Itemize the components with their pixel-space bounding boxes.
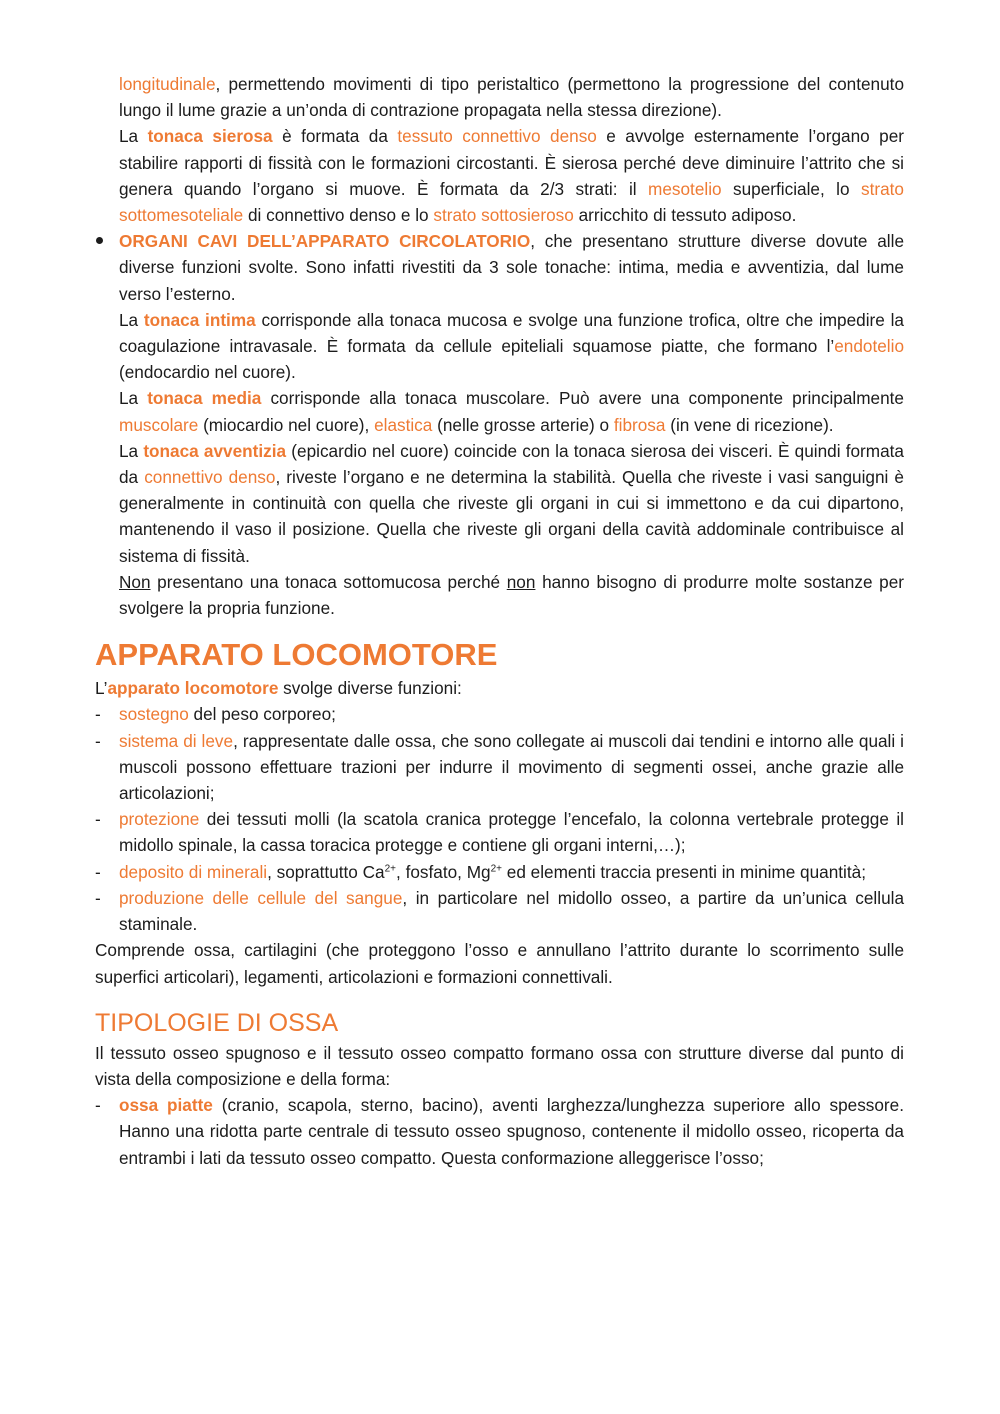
paragraph-ossa-intro: Il tessuto osseo spugnoso e il tessuto osseo compatto formano ossa con strutture diverse dal punto di vista della composizione e della forma: <box>95 1042 904 1089</box>
term-tonaca-intima: tonaca intima <box>143 309 256 330</box>
term-endotelio: endotelio <box>834 336 904 357</box>
term-muscolare: muscolare <box>119 414 199 435</box>
list-item-protezione: - protezione dei tessuti molli (la scatola cranica protegge l’encefalo, la colonna vertebrale protegge il midollo spinale, la cassa toracica protegge e contiene gli organi interni,…); <box>0 806 1000 858</box>
list-item-sostegno: - sostegno del peso corporeo; <box>0 701 1000 727</box>
term-tonaca-media: tonaca media <box>147 388 262 409</box>
term-deposito-di-minerali: deposito di minerali <box>119 861 268 882</box>
term-tonaca-avventizia: tonaca avventizia <box>143 440 287 461</box>
underlined-non: Non <box>119 571 151 592</box>
paragraph-no-sottomucosa: Non presentano una tonaca sottomucosa perché non hanno bisogno di produrre molte sostanze per svolgere la propria funzione. <box>119 571 904 619</box>
list-item-ossa-piatte: - ossa piatte (cranio, scapola, sterno, bacino), aventi larghezza/lunghezza superiore allo spessore. Hanno una ridotta parte centrale di tessuto osseo spugnoso, contenente il midollo osseo, ricoperta da entrambi i lati da tessuto osseo compatto. Questa conformazione alleggerisce l’osso; <box>0 1092 1000 1171</box>
term-tonaca-sierosa: tonaca sierosa <box>147 126 273 147</box>
paragraph-locomotore-outro: Comprende ossa, cartilagini (che proteggono l’osso e annullano l’attrito durante lo scorrimento sulle superfici articolari), legamenti, articolazioni e formazioni connettivali. <box>95 940 904 987</box>
list-item-deposito-minerali: - deposito di minerali, soprattutto $Ca^{2+}$, fosfato, $Mg^{2+}$ ed elementi traccia presenti in minime quantità; <box>0 859 1000 885</box>
paragraph-muscolare-continuation: longitudinale, permettendo movimenti di tipo peristaltico (permettono la progressione del contenuto lungo il lume grazie a un’onda di contrazione propagata nella stessa direzione). <box>119 74 904 121</box>
superscript-charge: 2+ <box>384 862 397 874</box>
dash-marker: - <box>95 730 101 751</box>
term-tessuto-connettivo-denso: tessuto connettivo denso <box>397 126 597 147</box>
dash-marker: - <box>95 861 101 882</box>
list-item-produzione-cellule: - produzione delle cellule del sangue, in particolare nel midollo osseo, a partire da un’unica cellula staminale. <box>0 885 1000 937</box>
paragraph-tonaca-media: La tonaca media corrisponde alla tonaca muscolare. Può avere una componente principalmente muscolare (miocardio nel cuore), elastica (nelle grosse arterie) o fibrosa (in vene di ricezione). <box>119 388 904 435</box>
term-elastica: elastica <box>374 414 433 435</box>
term-mesotelio: mesotelio <box>648 178 722 199</box>
term-protezione: protezione <box>119 809 200 830</box>
term-longitudinale: longitudinale <box>119 74 216 94</box>
underlined-non: non <box>506 571 536 592</box>
term-strato-sottosieroso: strato sottosieroso <box>433 205 574 226</box>
dash-marker: - <box>95 887 101 908</box>
term-connettivo-denso: connettivo denso <box>144 467 276 488</box>
dash-marker: - <box>95 1095 101 1116</box>
term-sistema-di-leve: sistema di leve <box>119 730 234 751</box>
term-fibrosa: fibrosa <box>613 414 666 435</box>
paragraph-tonaca-avventizia: La tonaca avventizia (epicardio nel cuore) coincide con la tonaca sierosa dei visceri. È quindi formata da connettivo denso, riveste l’organo e ne determina la stabilità. Quella che riveste i vasi sanguigni è generalmente in continuità con quella che riveste gli organi in cui si immettono e da cui dipartono, mantenendo il vaso il posizione. Quella che riveste gli organi della cavità addominale contribuisce al sistema di fissità. <box>119 440 904 566</box>
paragraph-tonaca-sierosa: La tonaca sierosa è formata da tessuto connettivo denso e avvolge esternamente l’organo per stabilire rapporti di fissità con le formazioni circostanti. È sierosa perché deve diminuire l’attrito che si genera quando l’organo si muove. È formata da 2/3 strati: il mesotelio superficiale, lo strato sottomesoteliale di connettivo denso e lo strato sottosieroso arricchito di tessuto adiposo. <box>119 126 904 226</box>
term-sostegno: sostegno <box>119 704 189 725</box>
bullet-item-circolatorio: ORGANI CAVI DELL’APPARATO CIRCOLATORIO, che presentano strutture diverse dovute alle diverse funzioni svolte. Sono infatti rivestiti da 3 sole tonache: intima, media e avventizia, dal lume verso l’esterno. <box>119 231 904 304</box>
term-organi-cavi-circolatorio: ORGANI CAVI DELL’APPARATO CIRCOLATORIO <box>119 231 531 252</box>
term-apparato-locomotore: apparato locomotore <box>107 678 279 699</box>
dash-marker: - <box>95 809 101 830</box>
term-produzione-cellule-sangue: produzione delle cellule del sangue <box>119 887 403 908</box>
paragraph-locomotore-intro: L’apparato locomotore svolge diverse funzioni: <box>95 678 462 699</box>
superscript-charge: 2+ <box>490 862 502 874</box>
term-ossa-piatte: ossa piatte <box>119 1095 213 1116</box>
list-item-sistema-di-leve: - sistema di leve, rappresentate dalle ossa, che sono collegate ai muscoli dai tendini e intorno alle quali i muscoli possono effettuare trazioni per indurre il movimento di segmenti ossei, anche grazie alle articolazioni; <box>0 728 1000 807</box>
paragraph-tonaca-intima: La tonaca intima corrisponde alla tonaca mucosa e svolge una funzione trofica, oltre che impedire la coagulazione intravasale. È formata da cellule epiteliali squamose piatte, che formano l’endotelio (endocardio nel cuore). <box>119 309 904 383</box>
heading-tipologie-di-ossa: TIPOLOGIE DI OSSA <box>95 1008 339 1037</box>
heading-apparato-locomotore: APPARATO LOCOMOTORE <box>95 637 498 673</box>
term-strato-sottomesoteliale: strato sottomesoteliale <box>119 178 904 226</box>
dash-marker: - <box>95 704 101 725</box>
